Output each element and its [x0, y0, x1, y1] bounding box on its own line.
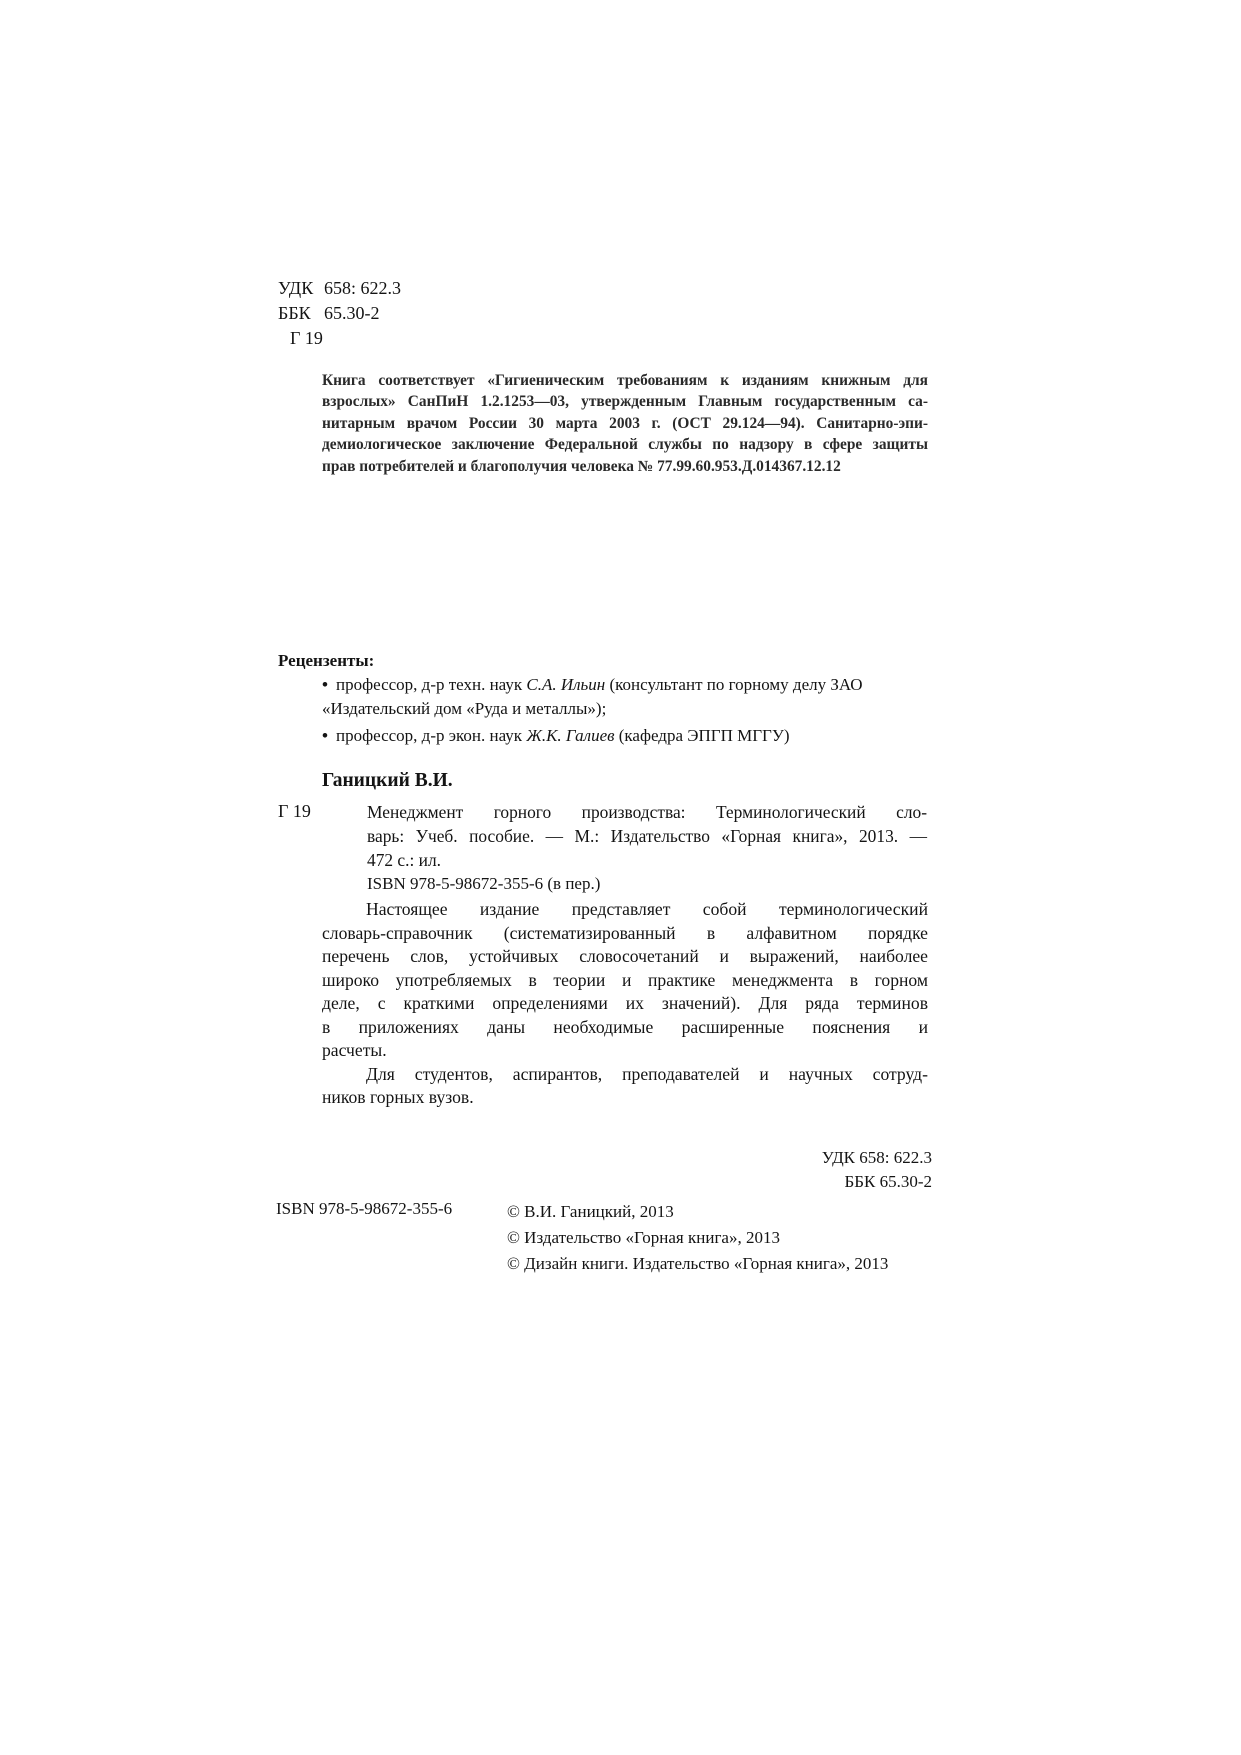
book-isbn: ISBN 978-5-98672-355-6 (в пер.): [367, 874, 601, 893]
bullet-icon: •: [322, 726, 328, 745]
bib-line: варь: Учеб. пособие. — М.: Издательство «Горная книга», 2013. —: [367, 826, 927, 846]
abstract-line: деле, с краткими определениями их значений). Для ряда терминов: [322, 993, 928, 1013]
copyright-line: © В.И. Ганицкий, 2013: [507, 1202, 674, 1221]
reviewer-affiliation: (консультант по горному делу ЗАО: [605, 675, 863, 694]
reviewer-name: Ж.К. Галиев: [526, 726, 615, 745]
udk-index: [278, 276, 401, 300]
audience-line: ников горных вузов.: [322, 1087, 474, 1107]
udk-value: 658: 622.3: [324, 278, 402, 298]
certificate-line: Книга соответствует «Гигиеническим требованиям к изданиям книжным для: [322, 372, 928, 389]
reviewer-affiliation: (кафедра ЭПГП МГГУ): [614, 726, 790, 745]
bullet-icon: •: [322, 675, 328, 694]
reviewers-title: Рецензенты:: [278, 651, 375, 670]
udk-label: УДК: [278, 278, 314, 298]
certificate-line: взрослых» СанПиН 1.2.1253—03, утвержденным Главным государственным са-: [322, 393, 928, 411]
footer-indices: [800, 1146, 932, 1194]
reviewer-name: С.А. Ильин: [526, 675, 606, 694]
certificate-line: прав потребителей и благополучия человека № 77.99.60.953.Д.014367.12.12: [322, 457, 841, 475]
book-abstract: [322, 898, 928, 1110]
book-author: Ганицкий В.И.: [322, 770, 453, 791]
author-mark: Г 19: [290, 328, 323, 348]
footer-bbk: ББК 65.30-2: [844, 1172, 932, 1191]
audience-line: Для студентов, аспирантов, преподавателей и научных сотруд-: [366, 1063, 928, 1084]
bbk-label: ББК: [278, 303, 311, 323]
footer-udk: УДК 658: 622.3: [821, 1148, 932, 1167]
reviewer-prefix: профессор, д-р экон. наук: [336, 726, 527, 745]
reviewer-item: [322, 724, 790, 748]
abstract-line: словарь-справочник (систематизированный в алфавитном порядке: [322, 922, 928, 943]
abstract-line: расчеты.: [322, 1040, 387, 1060]
copyright-line: © Дизайн книги. Издательство «Горная книга», 2013: [507, 1254, 889, 1273]
reviewer-affiliation-cont: «Издательский дом «Руда и металлы»);: [322, 699, 607, 718]
abstract-line: широко употребляемых в теории и практике менеджмента в горном: [322, 969, 928, 990]
bbk-index: [278, 301, 380, 325]
copyright-line: © Издательство «Горная книга», 2013: [507, 1228, 780, 1247]
book-code: Г 19: [278, 801, 311, 821]
certificate-line: демиологическое заключение Федеральной службы по надзору в сфере защиты: [322, 436, 928, 454]
abstract-line: перечень слов, устойчивых словосочетаний и выражений, наиболее: [322, 946, 928, 966]
reviewer-prefix: профессор, д-р техн. наук: [336, 675, 527, 694]
bib-line: 472 с.: ил.: [367, 850, 442, 870]
certificate-line: нитарным врачом России 30 марта 2003 г. (ОСТ 29.124—94). Санитарно-эпи-: [322, 414, 928, 432]
reviewer-item: [322, 673, 863, 721]
abstract-line: Настоящее издание представляет собой терминологический: [366, 899, 928, 919]
sanitary-certificate: [322, 370, 928, 477]
footer-isbn: ISBN 978-5-98672-355-6: [276, 1199, 453, 1218]
copyright-list: [507, 1199, 888, 1277]
abstract-line: в приложениях даны необходимые расширенные пояснения и: [322, 1016, 928, 1037]
bbk-value: 65.30-2: [324, 303, 380, 323]
bibliographic-description: [367, 800, 927, 872]
bib-line: Менеджмент горного производства: Терминологический сло-: [367, 802, 927, 822]
